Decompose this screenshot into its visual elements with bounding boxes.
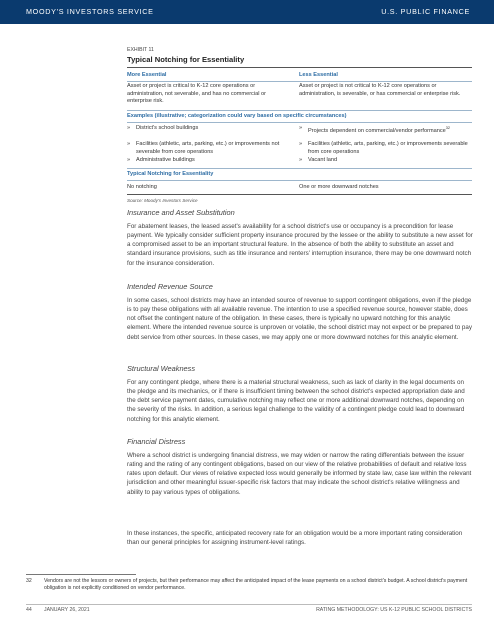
page-number: 44 — [26, 607, 32, 613]
body-paragraph: Where a school district is undergoing financial distress, we may widen or narrow the rating differentials between the issuer rating and the rating of any contingent obligations, based on our view of the relative probabilities of default and relative loss rates upon default. Our views of relative expected loss would generally be informed by state law, case law within the relevant jurisdiction and other meaningful issuer-specific risk factors that may indicate the school district's relative willingness and ability to pay various types of obligations. — [127, 452, 472, 496]
col-left-text: Asset or project is critical to K-12 core operations or administration, not severable, and has no commercial or enterprise risk. — [127, 83, 266, 104]
body-paragraph: For any contingent pledge, where there is a material structural weakness, such as lack of clarity in the legal documents on the pledge and its mechanics, or if there is insufficient timing between the school district's expected appropriation date and the debt service payment dates, cumulative notching may reflect one or more additional downward notches, depending on the severity of the risks. In addition, a serious legal challenge to the validity of a contingent pledge could lead to downward notching for this analytic element. — [127, 379, 465, 423]
divider — [127, 110, 472, 111]
col-left-header: More Essential — [127, 72, 167, 78]
footnote-ref: 32 — [445, 126, 450, 130]
section-name: U.S. PUBLIC FINANCE — [381, 7, 470, 16]
footnote-number: 32 — [26, 578, 32, 584]
divider — [127, 180, 472, 181]
bullet-marker: » — [127, 141, 131, 147]
divider — [127, 168, 472, 169]
notching-header: Typical Notching for Essentiality — [127, 171, 214, 177]
examples-header: Examples (illustrative; categorization could vary based on specific circumstances) — [127, 113, 347, 119]
exhibit-source: Source: Moody's Investors Service — [127, 198, 198, 203]
exhibit-label: EXHIBIT 11 — [127, 47, 154, 53]
publisher-name: MOODY'S INVESTORS SERVICE — [26, 7, 154, 16]
section-heading: Structural Weakness — [127, 364, 196, 373]
footnote-divider — [26, 574, 136, 575]
bullet-marker: » — [299, 157, 303, 163]
body-paragraph: In these instances, the specific, anticipated recovery rate for an obligation would be a more important rating consideration than our general principles for assigning instrument-level ratings. — [127, 530, 463, 547]
divider — [127, 67, 472, 68]
publication-date: JANUARY 26, 2021 — [44, 607, 90, 613]
body-paragraph: In some cases, school districts may have an intended source of revenue to support contingent obligations, even if the pledge is to pay these obligations with all available revenue. The intention to use a specified revenue source, however stable, does not offset the contingent nature of the obligation. In these cases, there is typically no upward notching for this analytic element. Where the intended revenue source is unproven or volatile, the school district may not expect or be prepared to pay debt service from other sources. In these cases, we may apply one or more downward notches for this analytic element. — [127, 297, 472, 341]
body-paragraph: For abatement leases, the leased asset's availability for a school district's use or occupancy is a precondition for lease payment. We typically consider sufficient property insurance procured by the lessee or the ability to substitute a new asset for a compromised asset to be an important structural feature. In the absence of both the ability to substitute an asset and standard insurance provisions, such as title insurance and renters' interruption insurance, there may be one downward notch for the insurance consideration. — [127, 223, 473, 267]
divider — [127, 194, 472, 195]
bullet-marker: » — [127, 125, 131, 131]
notching-left: No notching — [127, 184, 157, 190]
bullet-marker: » — [127, 157, 131, 163]
divider — [127, 122, 472, 123]
exhibit-title: Typical Notching for Essentiality — [127, 55, 245, 64]
document-title: RATING METHODOLOGY: US K-12 PUBLIC SCHOOL DISTRICTS — [316, 607, 472, 613]
notching-right: One or more downward notches — [299, 184, 379, 190]
bullet-marker: » — [299, 125, 303, 131]
section-heading: Intended Revenue Source — [127, 282, 213, 291]
col-right-header: Less Essential — [299, 72, 338, 78]
section-heading: Financial Distress — [127, 437, 186, 446]
footer-divider — [26, 604, 472, 605]
col-right-text: Asset or project is not critical to K-12 core operations or administration, is severable, or has commercial or enterprise risk. — [299, 83, 461, 97]
divider — [127, 81, 472, 82]
footnote-text: Vendors are not the lessors or owners of projects, but their performance may affect the anticipated impact of the lease payments on a school district's budget. A school district's payment obligation is not explicitly conditioned on vendor performance. — [44, 578, 468, 592]
bullet-marker: » — [299, 141, 303, 147]
header-bar — [0, 0, 494, 24]
section-heading: Insurance and Asset Substitution — [127, 208, 235, 217]
